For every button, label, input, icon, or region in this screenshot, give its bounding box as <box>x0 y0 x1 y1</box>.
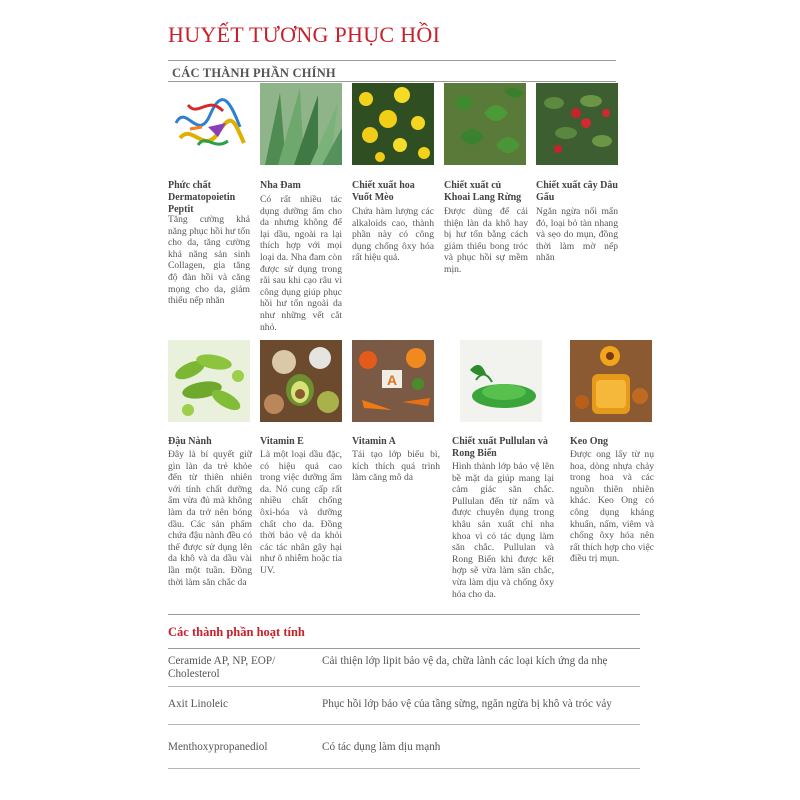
vitamin-a-foods-image <box>352 340 434 422</box>
active-ingredient-description: Phục hồi lớp bảo vệ của tầng sừng, ngăn ngừa bị khô và tróc vảy <box>322 698 612 710</box>
ingredient-name: Keo Ong <box>570 436 609 447</box>
svg-text:A: A <box>386 372 398 388</box>
ingredient-description: Được ong lấy từ nụ hoa, dòng nhựa chảy trong hoa và các nguồn thiên nhiên khác. Keo Ong có công dụng kháng khuẩn, nấm, viêm và chống ôxy hóa nên rất thích hợp cho việc điều trị mụn. <box>570 449 654 565</box>
ingredient-name: Chiết xuất Pullulan và Rong Biển <box>452 436 548 459</box>
active-ingredient-description: Có tác dụng làm dịu mạnh <box>322 741 441 753</box>
ingredient-description: Ngăn ngừa nổi mẩn đỏ, loại bỏ tàn nhang và sẹo do mụn, đồng thời làm mờ nếp nhăn <box>536 206 618 264</box>
protein-structure-image <box>168 83 250 165</box>
ingredient-description: Tăng cường khả năng phục hồi hư tổn cho da, tăng cường khả năng sản sinh Collagen, gia tăng độ đàn hồi và căng mọng cho da, giảm thiểu nếp nhăn <box>168 214 250 307</box>
wild-yam-image <box>444 83 526 165</box>
ingredient-description: Chứa hàm lượng các alkaloids cao, thành phần này có công dụng chống ôxy hóa rất hiệu quả. <box>352 206 434 264</box>
main-ingredients-heading: CÁC THÀNH PHẦN CHÍNH <box>172 66 336 80</box>
row-divider <box>168 686 640 687</box>
ingredient-name: Nha Đam <box>260 180 301 191</box>
ingredient-description: Là một loại dầu đặc, có hiệu quả cao trong việc dưỡng ẩm da. Nó cung cấp rất nhiều chất chống ôxi-hóa và dưỡng chất cho da. Đồng thời bảo vệ da khỏi các tác nhân gây hại như ô nhiễm hoặc tia UV. <box>260 449 342 576</box>
active-section-top-divider <box>168 614 640 615</box>
active-ingredient-name: Axit Linoleic <box>168 698 228 710</box>
ingredient-name: Chiết xuất củ Khoai Lang Rừng <box>444 180 522 203</box>
section-divider <box>168 81 616 82</box>
ingredient-name: Vitamin A <box>352 436 396 447</box>
ingredient-name: Phức chất Dermatopoietin Peptit <box>168 180 236 215</box>
ingredient-description: Được dùng để cải thiện làn da khô hay bị hư tổn bằng cách giảm thiểu bong tróc và phục hồi sự mềm mịn. <box>444 206 528 275</box>
propolis-honey-image <box>570 340 652 422</box>
bearberry-image <box>536 83 618 165</box>
soybean-image <box>168 340 250 422</box>
active-ingredient-description: Cải thiện lớp lipit bảo vệ da, chữa lành các loại kích ứng da nhẹ <box>322 655 608 667</box>
active-section-divider <box>168 648 640 649</box>
active-ingredient-name: Menthoxypropanediol <box>168 741 268 753</box>
title-divider <box>168 60 616 61</box>
ingredient-description: Hình thành lớp bảo vệ lên bề mặt da giúp mang lại cảm giác săn chắc. Pullulan đến từ nấm và được chuyên dụng trong khâu sản xuất chỉ nha khoa vì có tác dụng làm săn chắc. Pullulan và Rong Biển khi được kết hợp sẽ vừa làm săn chắc, vừa làm dịu và chống ôxy hóa cho da. <box>452 461 554 600</box>
active-ingredients-heading: Các thành phần hoạt tính <box>168 625 305 639</box>
ingredient-name: Đậu Nành <box>168 436 212 447</box>
ingredient-name: Chiết xuất hoa Vuốt Mèo <box>352 180 415 203</box>
ingredient-description: Tái tạo lớp biểu bì, kích thích quá trình làm căng mô da <box>352 449 440 484</box>
ingredient-description: Có rất nhiều tác dụng dưỡng ẩm cho da nhưng không để lại dầu, ngoài ra lại thích hợp với mọi loại da. Nha đam còn được sử dụng trong rãi sau khi cạo râu vì công dụng giúp phục hồi hư tổn ngoài da như những vết cắt nhỏ. <box>260 194 342 333</box>
ingredient-description: Đây là bí quyết giữ gìn làn da trẻ khỏe đến từ thiên nhiên với tính chất dưỡng ẩm vừa đủ mà không làm da trở nên bóng dầu. Các sản phẩm chứa đậu nành đều có thể được sử dụng lên da khô và da dầu vài lần một tuần. Đồng thời làm săn chắc da <box>168 449 252 588</box>
seaweed-powder-image <box>460 340 542 422</box>
active-ingredient-name: Ceramide AP, NP, EOP/ Cholesterol <box>168 655 276 680</box>
ingredient-name: Chiết xuất cây Dâu Gấu <box>536 180 618 203</box>
page-title: HUYẾT TƯƠNG PHỤC HỒI <box>168 22 441 47</box>
row-divider <box>168 768 640 769</box>
aloe-vera-image <box>260 83 342 165</box>
cats-claw-flower-image <box>352 83 434 165</box>
vitamin-e-foods-image <box>260 340 342 422</box>
ingredient-name: Vitamin E <box>260 436 304 447</box>
row-divider <box>168 724 640 725</box>
